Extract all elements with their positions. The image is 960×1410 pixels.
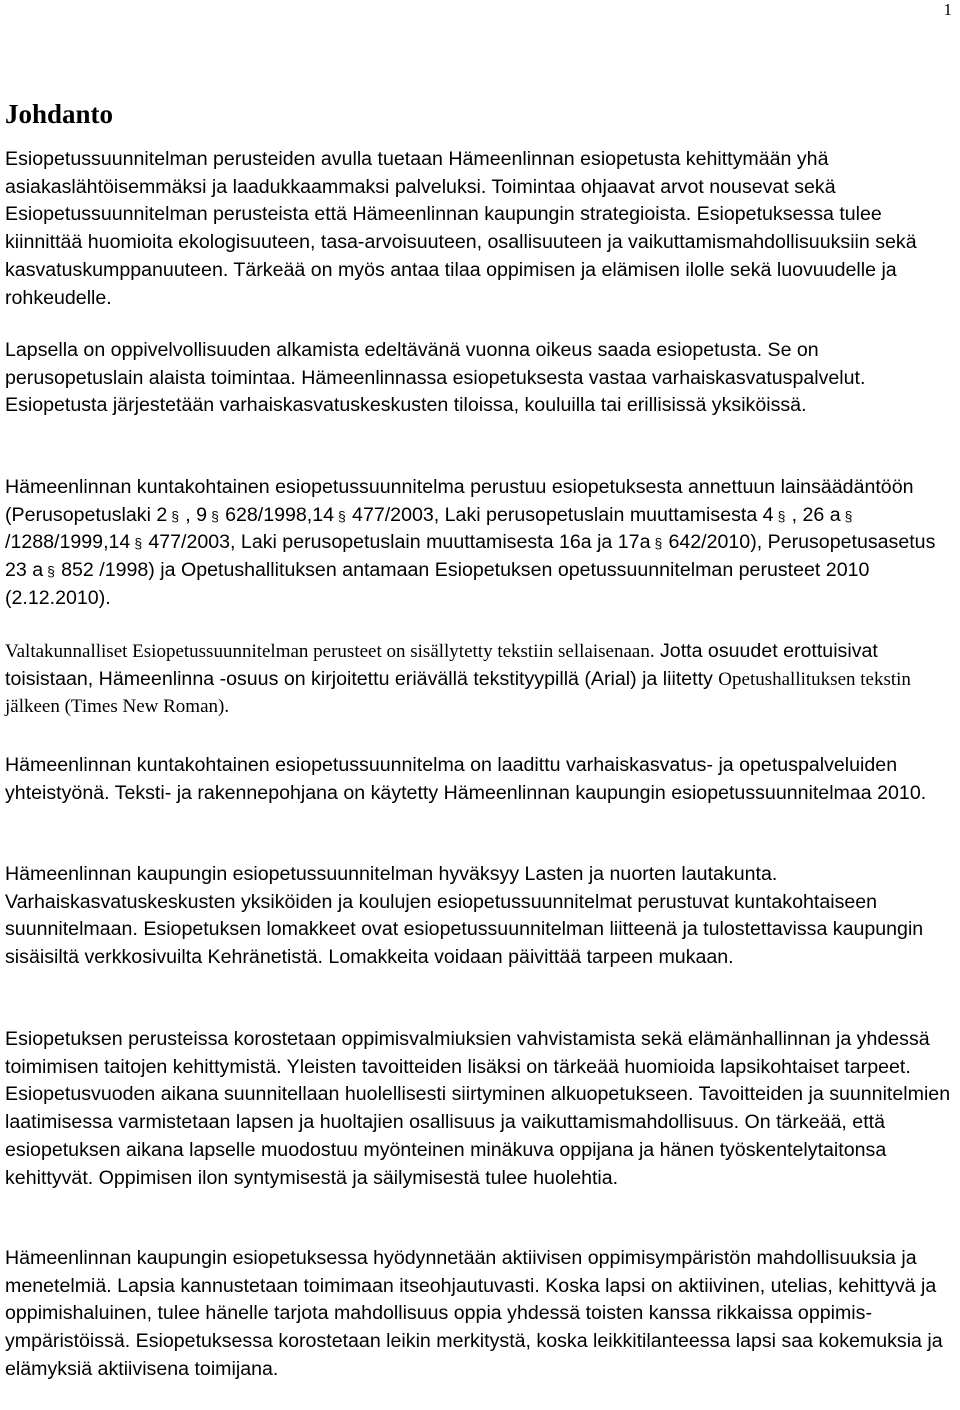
paragraph-cooperation: Hämeenlinnan kuntakohtainen esiopetussuunnitelma on laadittu varhaiskasvatus- ja opetuspalveluiden yhteistyönä. Teksti- ja rakennepohjana on käytetty Hämeenlinnan kaupungin esiopetussuunnitelmaa 2010. <box>5 754 927 804</box>
text-segment: 628/1998,14 <box>225 503 335 526</box>
paragraph-legislation <box>5 474 955 613</box>
section-sign-icon <box>133 532 145 554</box>
page-number: 1 <box>943 0 952 19</box>
paragraph-goals: Esiopetuksen perusteissa korostetaan oppimisvalmiuksien vahvistamista sekä elämänhallinnan ja yhdessä toimimisen taitojen kehittymistä. Yleisten tavoitteiden lisäksi on tärkeää huomioida lapsikohtaiset tarpeet. Esiopetusvuoden aikana suunnitellaan huolellisesti siirtyminen alkuopetukseen. Tavoitteiden ja suunnitelmien laatimisessa varmistetaan lapsen ja huoltajien osallisuus ja vaikuttamismahdollisuus. On tärkeää, että esiopetuksen aikana lapselle muodostuu myönteinen minäkuva oppijana ja hänen työskentelytaitonsa kehittyvät. Oppimisen ilon syntymisestä ja säilymisestä tulee huolehtia. <box>5 1028 951 1189</box>
section-sign-icon <box>653 532 665 554</box>
text-segment: , 26 a <box>791 503 841 526</box>
page-title: Johdanto <box>5 99 114 129</box>
serif-text: Opetushallituksen tekstin jälkeen (Times New Roman). <box>5 668 911 718</box>
section-sign-icon <box>210 505 222 527</box>
text-segment: 477/2003, Laki perusopetuslain muuttamisesta 16a ja 17a <box>148 531 651 554</box>
text-segment: 642/2010), Perusopetusasetus 23 a <box>5 531 936 582</box>
paragraph-learning-environment: Hämeenlinnan kaupungin esiopetuksessa hyödynnetään aktiivisen oppimisympäristön mahdollisuuksia ja menetelmiä. Lapsia kannustetaan toimimaan itseohjautuvasti. Koska lapsi on aktiivinen, utelias, kehittyvä ja oppimishaluinen, tulee hänelle tarjota mahdollisuus oppia yhdessä toisten kanssa rikkaissa oppimis-ympäristöissä. Esiopetuksessa korostetaan leikin merkitystä, koska leikkitilanteessa lapsi saa kokemuksia ja elämyksiä aktiivisena toimijana. <box>5 1247 943 1380</box>
text-segment: /1288/1999,14 <box>5 531 131 554</box>
section-sign-icon <box>170 505 182 527</box>
text-segment: , 9 <box>185 503 208 526</box>
section-sign-icon <box>337 505 349 527</box>
text-segment: Hämeenlinnan kuntakohtainen esiopetussuunnitelma perustuu esiopetuksesta annettuun lainsäädäntöön (Perusopetuslaki 2 <box>5 476 914 526</box>
text-segment: 852 /1998) ja Opetushallituksen antamaan Esiopetuksen opetussuunnitelman perusteet 2010 (2.12.2010). <box>5 559 870 609</box>
paragraph-preschool-right: Lapsella on oppivelvollisuuden alkamista edeltävänä vuonna oikeus saada esiopetusta. Se on perusopetuslain alaista toimintaa. Hämeenlinnassa esiopetuksesta vastaa varhaiskasvatuspalvelut. Esiopetusta järjestetään varhaiskasvatuskeskusten tiloissa, kouluilla tai erillisissä yksiköissä. <box>5 339 866 417</box>
section-sign-icon <box>844 505 856 527</box>
section-sign-icon <box>777 505 789 527</box>
section-sign-icon <box>46 560 58 582</box>
paragraph-font-note <box>5 638 955 721</box>
serif-text: Valtakunnalliset Esiopetussuunnitelman perusteet on sisällytetty tekstiin sellaisenaan. <box>5 641 655 662</box>
paragraph-approval: Hämeenlinnan kaupungin esiopetussuunnitelman hyväksyy Lasten ja nuorten lautakunta. Varhaiskasvatuskeskusten yksiköiden ja koulujen esiopetussuunnitelmat perustuvat kuntakohtaiseen suunnitelmaan. Esiopetuksen lomakkeet ovat esiopetussuunnitelman liitteenä ja tulostettavissa kaupungin sisäisiltä verkkosivuilta Kehränetistä. Lomakkeita voidaan päivittää tarpeen mukaan. <box>5 863 924 969</box>
text-segment: 477/2003, Laki perusopetuslain muuttamisesta 4 <box>352 503 774 526</box>
sans-text: Jotta osuudet erottuisivat toisistaan, Hämeenlinna -osuus on kirjoitettu eriävällä tekstityypillä (Arial) ja liitetty <box>5 640 878 690</box>
paragraph-intro: Esiopetussuunnitelman perusteiden avulla tuetaan Hämeenlinnan esiopetusta kehittymään yhä asiakaslähtöisemmäksi ja laadukkaammaksi palveluksi. Toimintaa ohjaavat arvot nousevat sekä Esiopetussuunnitelman perusteista että Hämeenlinnan kaupungin strategioista. Esiopetuksessa tulee kiinnittää huomioita ekologisuuteen, tasa-arvoisuuteen, osallisuuteen ja vaikuttamismahdollisuuksiin sekä kasvatuskumppanuuteen. Tärkeää on myös antaa tilaa oppimisen ja elämisen ilolle sekä luovuudelle ja rohkeudelle. <box>5 148 917 309</box>
